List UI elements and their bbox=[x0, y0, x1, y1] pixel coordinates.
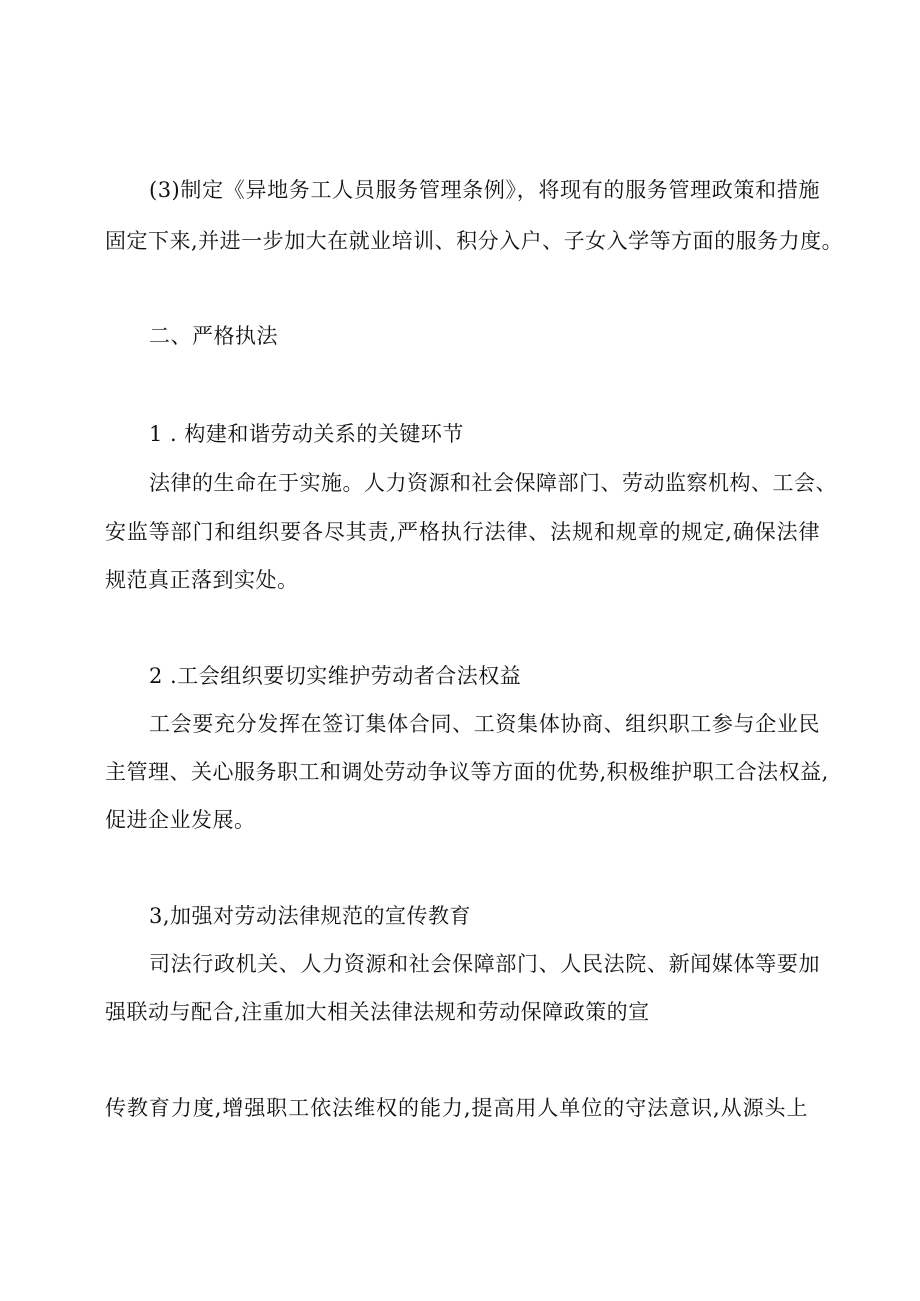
paragraph-line: 强联动与配合,注重加大相关法律法规和劳动保障政策的宣 bbox=[105, 1000, 650, 1024]
subsection-heading: 3,加强对劳动法律规范的宣传教育 bbox=[149, 904, 472, 928]
paragraph-line: 司法行政机关、人力资源和社会保障部门、人民法院、新闻媒体等要加 bbox=[149, 952, 820, 976]
subsection-heading: 2 .工会组织要切实维护劳动者合法权益 bbox=[149, 664, 522, 688]
paragraph-line: 固定下来,并进一步加大在就业培训、积分入户、子女入学等方面的服务力度。 bbox=[105, 229, 844, 253]
paragraph-line: 主管理、关心服务职工和调处劳动争议等方面的优势,积极维护职工合法权益, bbox=[105, 760, 829, 784]
paragraph-line: 法律的生命在于实施。人力资源和社会保障部门、劳动监察机构、工会、 bbox=[149, 471, 837, 495]
paragraph-line: 规范真正落到实处。 bbox=[105, 568, 299, 592]
paragraph-line: (3)制定《异地务工人员服务管理条例》，将现有的服务管理政策和措施 bbox=[149, 178, 820, 202]
paragraph-line: 促进企业发展。 bbox=[105, 808, 256, 832]
section-heading: 二、严格执法 bbox=[149, 324, 278, 348]
subsection-heading: 1 . 构建和谐劳动关系的关键环节 bbox=[149, 422, 464, 446]
paragraph-line: 传教育力度,增强职工依法维权的能力,提高用人单位的守法意识,从源头上 bbox=[105, 1096, 808, 1120]
paragraph-line: 安监等部门和组织要各尽其责,严格执行法律、法规和规章的规定,确保法律 bbox=[105, 520, 820, 544]
paragraph-line: 工会要充分发挥在签订集体合同、工资集体协商、组织职工参与企业民 bbox=[149, 712, 820, 736]
